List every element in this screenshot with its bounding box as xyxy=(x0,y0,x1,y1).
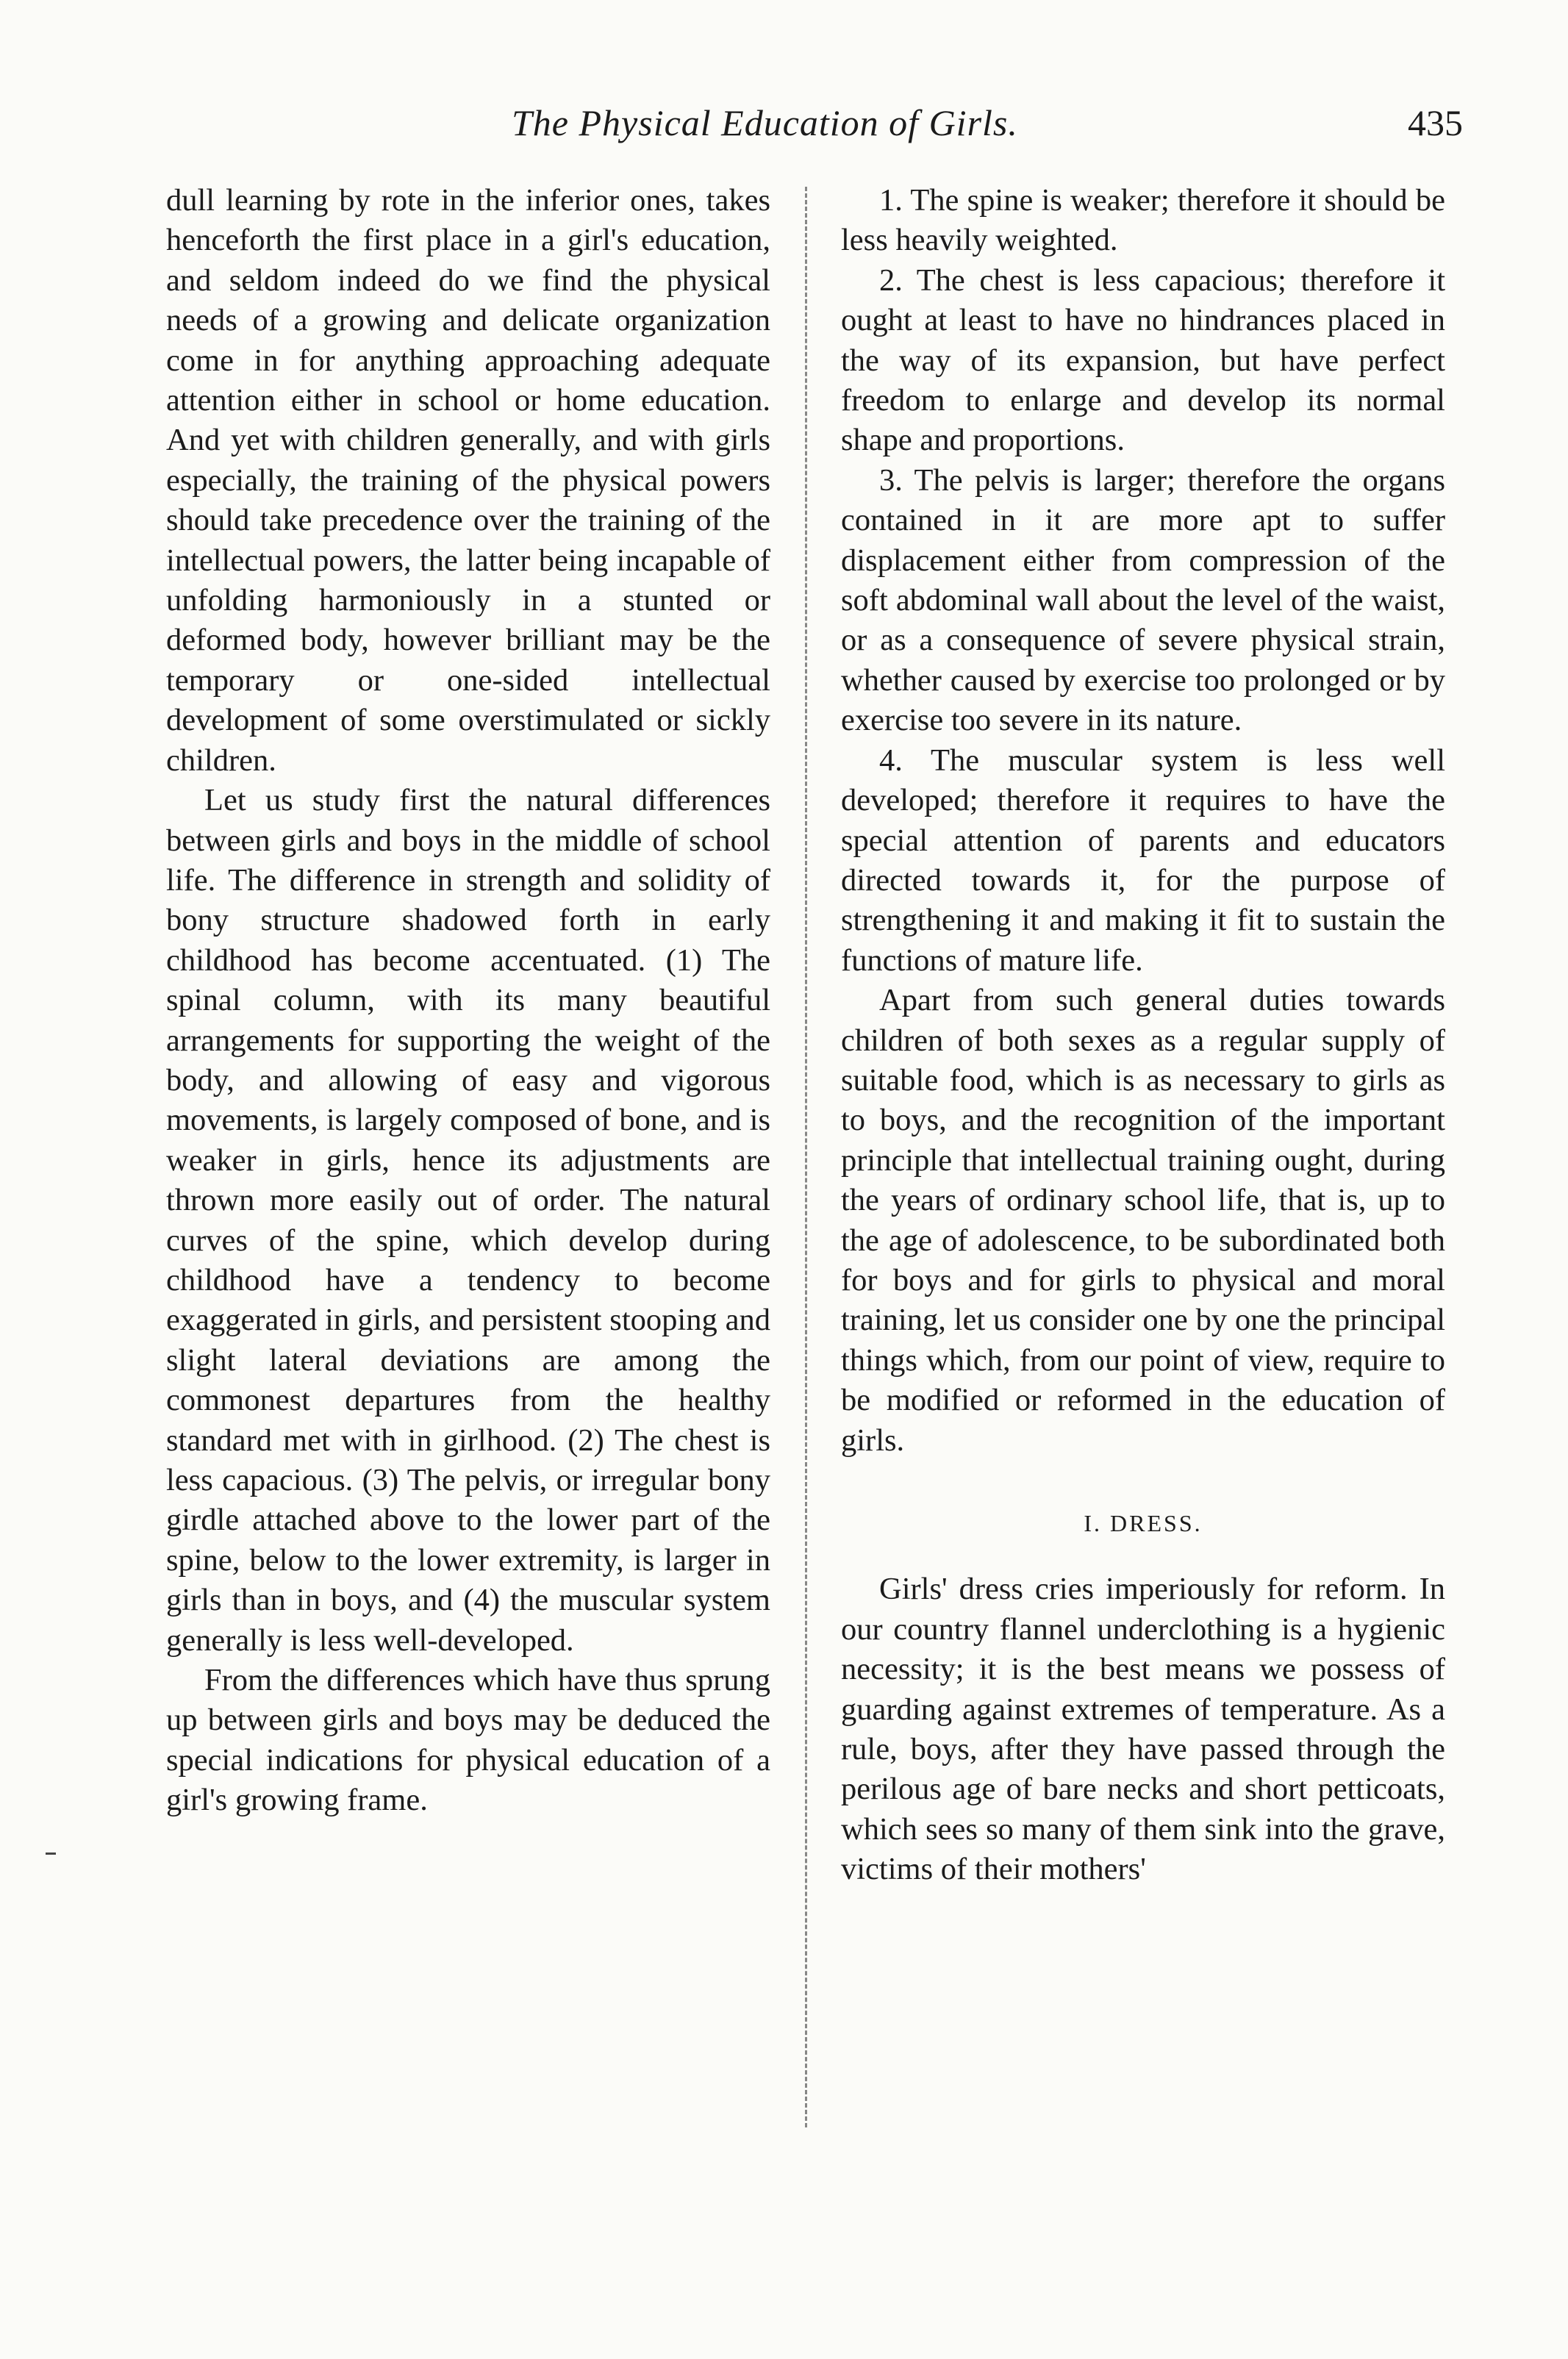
paragraph-differences: Let us study first the natural differences between girls and boys in the middle of school life. The difference in strength and solidity of bony structure shadowed forth in early childhood has become accentuated. (1) The spinal column, with its many beautiful arrangements for supporting the weight of the body, and allowing of easy and vigorous movements, is largely composed of bone, and is weaker in girls, hence its adjustments are thrown more easily out of order. The natural curves of the spine, which develop during childhood have a tendency to become exaggerated in girls, and persistent stooping and slight lateral deviations are among the commonest departures from the healthy standard met with in girlhood. (2) The chest is less capacious. (3) The pelvis, or irregular bony girdle attached above to the lower part of the spine, below to the lower extremity, is larger in girls than in boys, and (4) the muscular system generally is less well-developed. xyxy=(166,783,770,1658)
list-item-chest: 2. The chest is less capacious; therefore it ought at least to have no hindrances placed in the way of its expansion, but have perfect freedom to enlarge and develop its normal shape and proportions. xyxy=(841,262,1445,458)
list-item-spine: 1. The spine is weaker; therefore it should be less heavily weighted. xyxy=(841,183,1445,258)
paragraph-dress: Girls' dress cries imperiously for reform. In our country flannel underclothing is a hygienic necessity; it is the best means we possess of guarding against extremes of temperature. As a rule, boys, after they have passed through the perilous age of bare necks and short petticoats, which sees so many of them sink into the grave, victims of their mothers' xyxy=(841,1572,1445,1887)
paragraph-general-duties: Apart from such general duties towards children of both sexes as a regular supply of suitable food, which is as necessary to girls as to boys, and the recognition of the important principle that intellectual training ought, during the years of ordinary school life, that is, up to the age of adolescence, to be subordinated both for boys and for girls to physical and moral training, let us consider one by one the principal things which, from our point of view, require to be modified or reformed in the education of girls. xyxy=(841,983,1445,1458)
running-title: The Physical Education of Girls. xyxy=(512,102,1018,143)
running-head xyxy=(166,101,1463,160)
list-item-muscular: 4. The muscular system is less well developed; therefore it requires to have the special attention of parents and educators directed towards it, for the purpose of strengthening it and making it fit to sustain the functions of mature life. xyxy=(841,742,1445,978)
left-column xyxy=(166,181,770,1821)
column-divider xyxy=(805,187,807,2127)
margin-mark xyxy=(46,1853,56,1855)
paragraph-continuation: dull learning by rote in the inferior ones, takes henceforth the first place in a girl's education, and seldom indeed do we find the physical needs of a growing and delicate organization come in for anything approaching adequate attention either in school or home education. And yet with children generally, and with girls especially, the training of the physical powers should take precedence over the training of the intellectual powers, the latter being incapable of unfolding harmoniously in a stunted or deformed body, however brilliant may be the temporary or one-sided intellectual development of some overstimulated or sickly children. xyxy=(166,183,770,778)
list-item-pelvis: 3. The pelvis is larger; therefore the organs contained in it are more apt to suffer displacement either from compression of the soft abdominal wall about the level of the waist, or as a consequence of severe physical strain, whether caused by exercise too prolonged or by exercise too severe in its nature. xyxy=(841,462,1445,738)
section-heading-dress: I. DRESS. xyxy=(1084,1510,1203,1536)
right-column xyxy=(841,181,1445,1890)
paragraph-indications: From the differences which have thus sprung up between girls and boys may be deduced the special indications for physical education of a girl's growing frame. xyxy=(166,1663,770,1818)
page-number: 435 xyxy=(1408,102,1463,143)
